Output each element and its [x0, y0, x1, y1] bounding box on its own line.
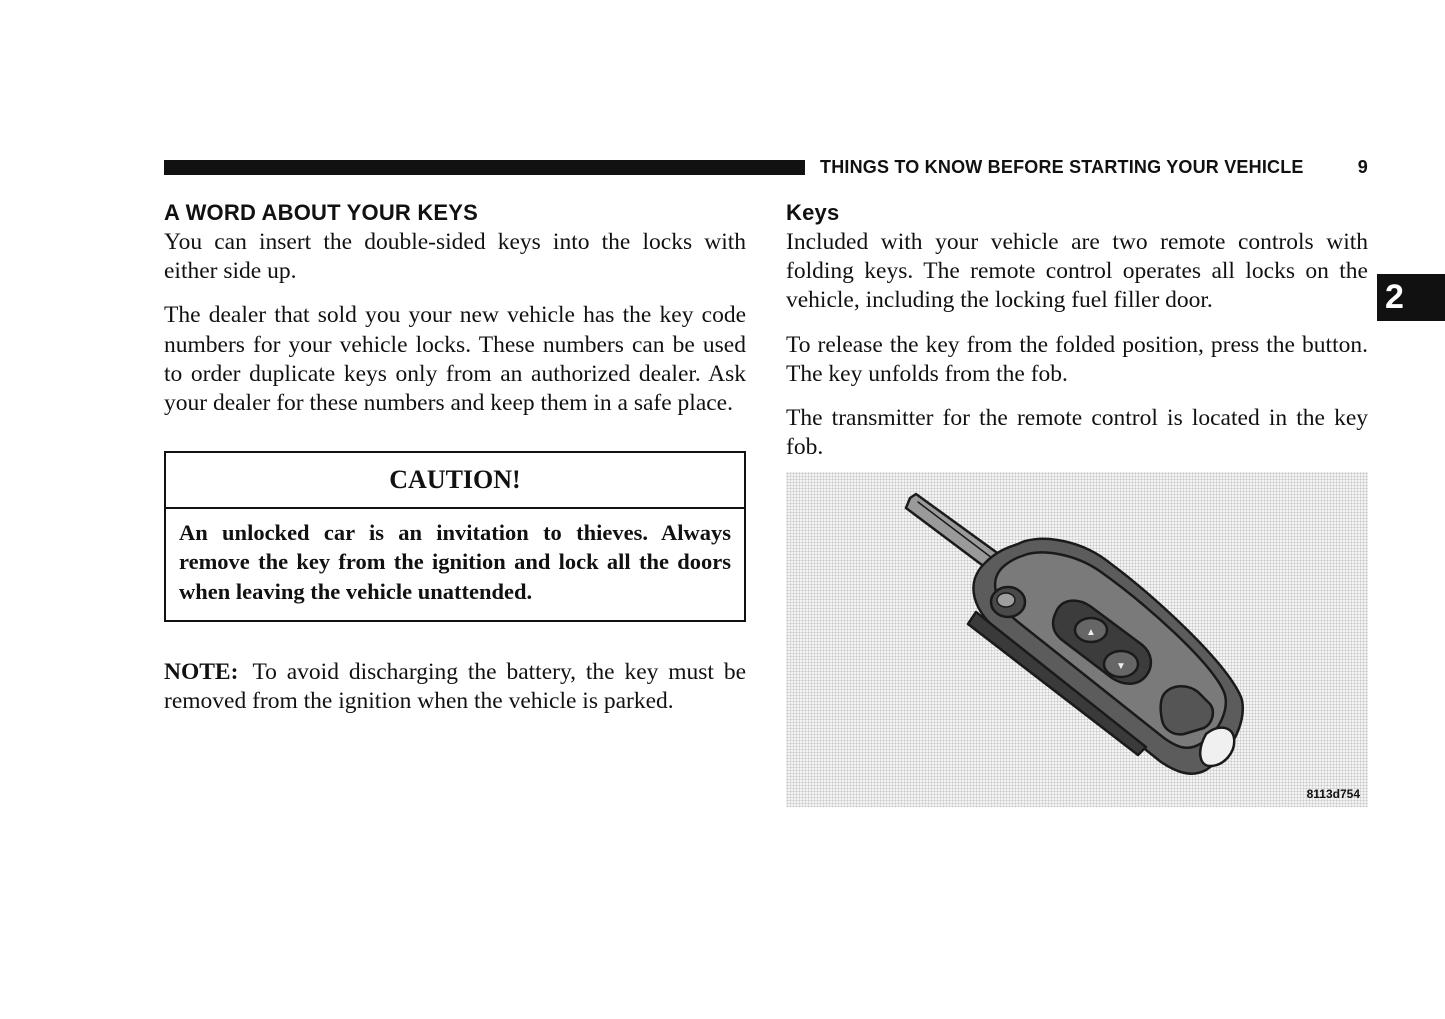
svg-text:▼: ▼ — [1116, 661, 1126, 673]
right-column — [786, 198, 1368, 807]
paragraph-remote-controls: Included with your vehicle are two remote controls with folding keys. The remote control operates all locks on the vehicle, including the locking fuel filler door. — [786, 229, 1368, 314]
paragraph-release-key: To release the key from the folded position, press the button. The key unfolds from the fob. — [786, 331, 1368, 387]
note-text: To avoid discharging the battery, the key must be removed from the ignition when the vehicle is parked. — [164, 658, 746, 715]
paragraph-key-codes: The dealer that sold you your new vehicle has the key code numbers for your vehicle locks. These numbers can be used to order duplicate keys only from an authorized dealer. Ask your dealer for these numbers and keep them in a safe place. — [164, 302, 746, 417]
figure-code: 8113d754 — [1306, 787, 1360, 802]
section-tab: 2 — [1377, 274, 1445, 321]
caution-title: CAUTION! — [166, 453, 744, 509]
key-fob-figure — [786, 472, 1368, 807]
header-title: THINGS TO KNOW BEFORE STARTING YOUR VEHICLE — [820, 157, 1304, 177]
paragraph-transmitter: The transmitter for the remote control is located in the key fob. — [786, 405, 1368, 461]
note-paragraph — [164, 658, 746, 716]
left-column — [164, 198, 746, 731]
caution-body: An unlocked car is an invitation to thieves. Always remove the key from the ignition and lock all the doors when leaving the vehicle unattended. — [179, 520, 731, 604]
paragraph-double-sided: You can insert the double-sided keys into the locks with either side up. — [164, 229, 746, 285]
caution-box — [164, 451, 746, 622]
header-rule — [164, 160, 805, 175]
key-fob-illustration-icon — [786, 472, 1368, 807]
section-heading-keys: Keys — [786, 200, 840, 225]
note-label: NOTE: — [164, 658, 239, 685]
running-header — [820, 157, 1368, 178]
svg-text:▲: ▲ — [1086, 627, 1096, 639]
section-heading-keys-word: A WORD ABOUT YOUR KEYS — [164, 200, 479, 225]
page-number: 9 — [1357, 157, 1368, 177]
